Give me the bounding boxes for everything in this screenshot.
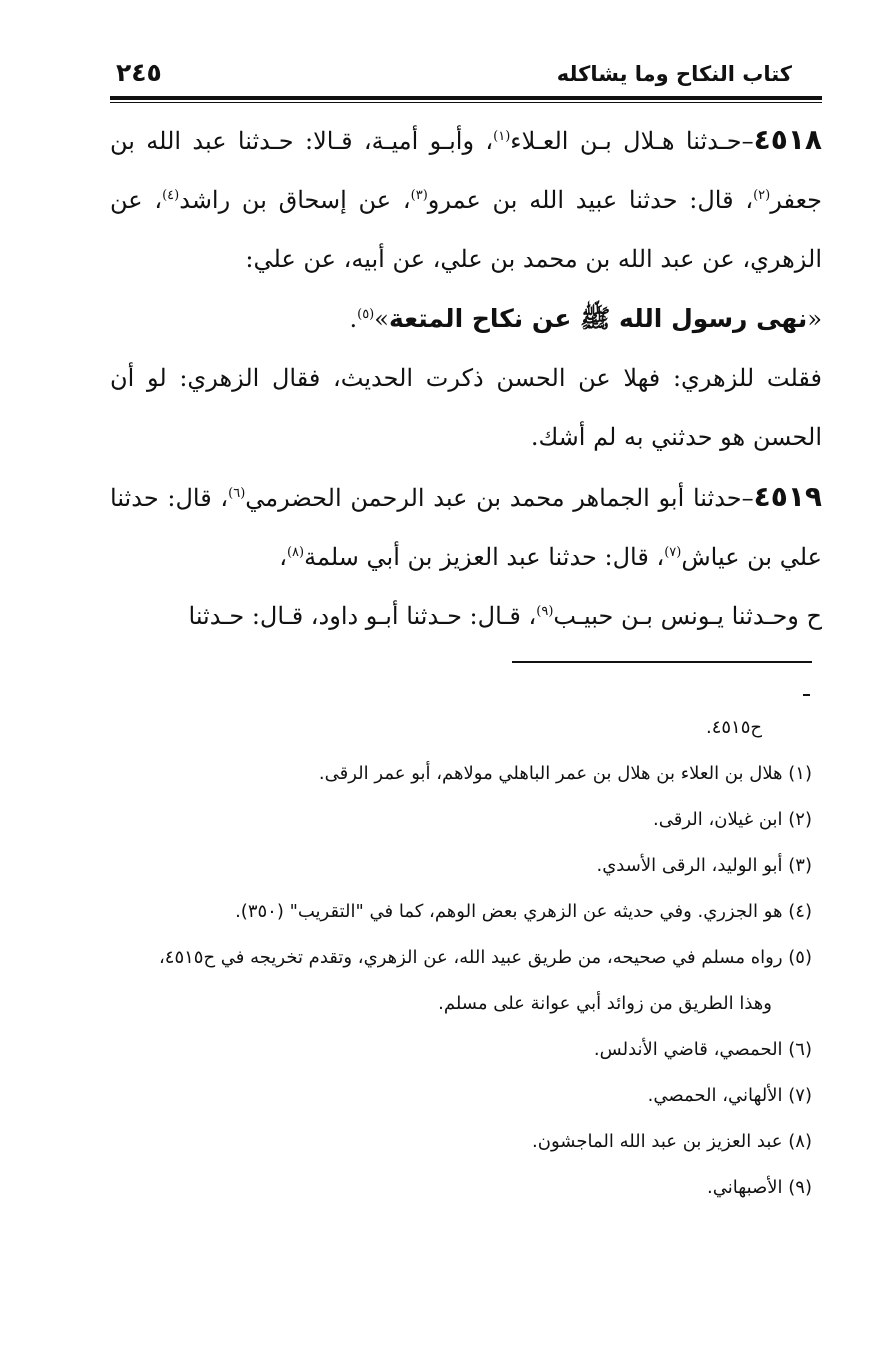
footnote-ref[interactable]: (٧) — [664, 545, 682, 560]
footnote-9: (٩) الأصبهاني. — [707, 1177, 812, 1198]
footnote-ref[interactable]: (٣) — [410, 188, 428, 203]
hadith-number: ٤٥١٨ — [753, 123, 822, 156]
main-text — [110, 110, 822, 646]
hadith-text: ، عن الزهري، عن عبد الله بن محمد بن علي، عن أبيه، عن علي: — [110, 186, 822, 273]
footnote-7: (٧) الألهاني، الحمصي. — [647, 1085, 812, 1106]
footnote-5-continuation: وهذا الطريق من زوائد أبي عوانة على مسلم. — [438, 993, 772, 1014]
header-rule-thick — [110, 96, 822, 100]
hadith-text: ، قال: حدثنا علي بن عياش — [110, 484, 822, 571]
footnote-carryover: ح٤٥١٥. — [705, 717, 762, 738]
page-header — [110, 58, 822, 98]
page-number: ٢٤٥ — [116, 58, 162, 87]
footnote-8: (٨) عبد العزيز بن عبد الله الماجشون. — [532, 1131, 812, 1152]
quote-close: » — [374, 305, 389, 333]
quote-open: « — [807, 305, 822, 333]
footnote-ref[interactable]: (١) — [493, 129, 511, 144]
hadith-text: ، قال: حدثنا عبيد الله بن عمرو — [427, 186, 754, 214]
hadith-text: –حدثنا أبو الجماهر محمد بن عبد الرحمن الحضرمي — [245, 484, 754, 512]
hadith-text: ح وحـدثنا يـونس بـن حبيـب — [553, 602, 822, 630]
hadith-matn: نهى رسول الله ﷺ عن نكاح المتعة — [388, 304, 808, 333]
hadith-text: . — [349, 305, 358, 333]
hadith-text: ، قال: حدثنا عبد العزيز بن أبي سلمة — [304, 543, 665, 571]
footnote-ref[interactable]: (٩) — [536, 604, 554, 619]
footnote-dash — [803, 694, 810, 696]
zuhri-paragraph: فقلت للزهري: فهلا عن الحسن ذكرت الحديث، فقال الزهري: لو أن الحسن هو حدثني به لم أشك. — [110, 364, 822, 451]
footnotes — [110, 705, 812, 1211]
hadith-text: ، وأبـو أميـة، قـالا: حـدثنا عبد الله بن جعفر — [110, 127, 823, 214]
chapter-title: كتاب النكاح وما يشاكله — [556, 62, 792, 86]
footnote-1: (١) هلال بن العلاء بن هلال بن عمر الباهلي مولاهم، أبو عمر الرقى. — [318, 763, 812, 784]
footnote-ref[interactable]: (٨) — [286, 545, 305, 560]
footnote-ref[interactable]: (٤) — [162, 188, 180, 203]
hadith-4519-continuation — [110, 587, 822, 646]
hadith-4518 — [110, 110, 822, 349]
footnote-5: (٥) رواه مسلم في صحيحه، من طريق عبيد الله، عن الزهري، وتقدم تخريجه في ح٤٥١٥، — [158, 947, 812, 968]
footnote-separator — [512, 661, 812, 663]
hadith-number: ٤٥١٩ — [753, 480, 822, 513]
footnote-ref[interactable]: (٢) — [753, 188, 771, 203]
footnote-4: (٤) هو الجزري. وفي حديثه عن الزهري بعض الوهم، كما في "التقريب" (٣٥٠). — [235, 901, 812, 922]
hadith-text: ، عن إسحاق بن راشد — [179, 186, 411, 214]
footnote-ref[interactable]: (٦) — [228, 486, 246, 501]
footnote-2: (٢) ابن غيلان، الرقى. — [653, 809, 812, 830]
hadith-text: –حـدثنا هـلال بـن العـلاء — [510, 127, 754, 155]
hadith-4519 — [110, 467, 822, 587]
footnote-6: (٦) الحمصي، قاضي الأندلس. — [593, 1039, 812, 1060]
hadith-text: ، قـال: حـدثنا أبـو داود، قـال: حـدثنا — [188, 602, 537, 630]
header-rule-thin — [110, 102, 822, 103]
footnote-ref[interactable]: (٥) — [357, 307, 375, 322]
hadith-text: ، — [279, 543, 287, 571]
footnote-3: (٣) أبو الوليد، الرقى الأسدي. — [596, 855, 812, 876]
